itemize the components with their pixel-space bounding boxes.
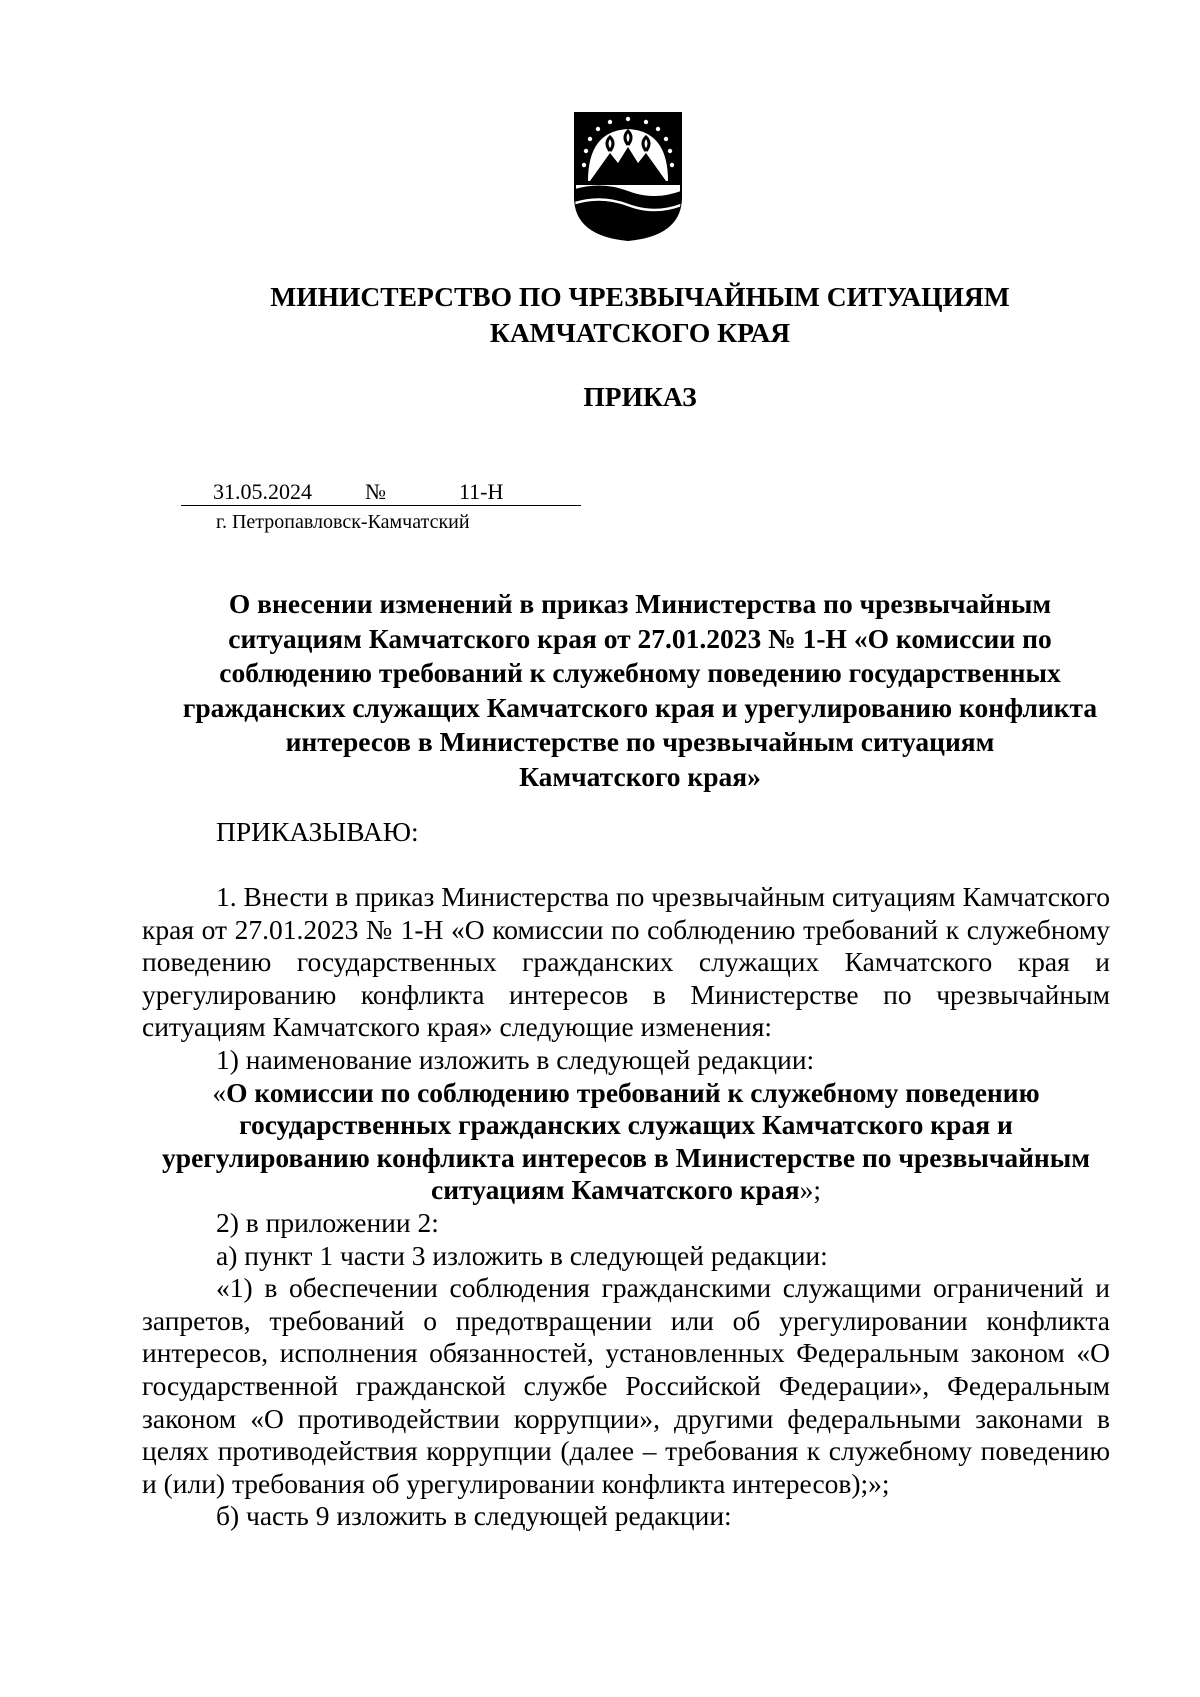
document-title xyxy=(140,587,1140,794)
requisites-line xyxy=(181,479,581,506)
document-date: 31.05.2024 xyxy=(213,479,312,504)
new-name-line xyxy=(142,1077,1110,1110)
close-quote: »; xyxy=(799,1174,821,1206)
title-line: гражданских служащих Камчатского края и урегулированию конфликта xyxy=(182,691,1098,723)
open-quote: « xyxy=(212,1076,227,1108)
kamchatka-coat-of-arms-icon xyxy=(572,111,684,242)
document-place: г. Петропавловск-Камчатский xyxy=(216,511,470,533)
order-word: ПРИКАЗЫВАЮ: xyxy=(216,816,419,847)
document-body xyxy=(142,881,1110,1533)
body-paragraph: 2) в приложении 2: xyxy=(216,1206,439,1238)
new-name-text: О комиссии по соблюдению требований к служебному поведению xyxy=(226,1076,1040,1108)
new-name-text: ситуациям Камчатского края xyxy=(431,1174,800,1206)
ministry-name-line: КАМЧАТСКОГО КРАЯ xyxy=(489,317,791,348)
title-line: интересов в Министерстве по чрезвычайным ситуациям xyxy=(285,726,995,757)
body-paragraph: «1) в обеспечении соблюдения гражданскими служащими ограничений и запретов, требований о предотвращении или об урегулировании конфликта интересов, исполнения обязанностей, установленных Федеральным законом «О государственной гражданской службе Российской Федерации», Федеральным законом «О противодействии коррупции», другими федеральными законами в целях противодействия коррупции (далее – требования к служебному поведению и (или) требования об урегулировании конфликта интересов);»; xyxy=(142,1272,1110,1499)
new-name-line: урегулированию конфликта интересов в Министерстве по чрезвычайным xyxy=(162,1141,1090,1173)
title-line: О внесении изменений в приказ Министерства по чрезвычайным xyxy=(228,588,1052,619)
title-line: Камчатского края» xyxy=(519,760,761,792)
body-paragraph: 1. Внести в приказ Министерства по чрезвычайным ситуациям Камчатского края от 27.01.2023 № 1-Н «О комиссии по соблюдению требований к служебному поведению государственных гражданских служащих Камчатского края и урегулированию конфликта интересов в Министерстве по чрезвычайным ситуациям Камчатского края» следующие изменения: xyxy=(142,881,1110,1043)
body-paragraph: 1) наименование изложить в следующей редакции: xyxy=(216,1043,815,1075)
new-name-block xyxy=(142,1077,1110,1207)
document-number: 11-Н xyxy=(459,479,504,504)
new-name-line xyxy=(142,1174,1110,1207)
body-paragraph: б) часть 9 изложить в следующей редакции: xyxy=(216,1500,732,1532)
ministry-name xyxy=(140,279,1140,351)
new-name-line: государственных гражданских служащих Камчатского края и xyxy=(239,1109,1013,1141)
number-sign: № xyxy=(365,479,386,504)
title-line: соблюдению требований к служебному поведению государственных xyxy=(219,657,1061,688)
ministry-name-line: МИНИСТЕРСТВО ПО ЧРЕЗВЫЧАЙНЫМ СИТУАЦИЯМ xyxy=(270,281,1010,312)
title-line: ситуациям Камчатского края от 27.01.2023 № 1-Н «О комиссии по xyxy=(228,622,1052,654)
body-paragraph: а) пункт 1 части 3 изложить в следующей редакции: xyxy=(216,1239,828,1271)
document-type: ПРИКАЗ xyxy=(583,381,697,412)
